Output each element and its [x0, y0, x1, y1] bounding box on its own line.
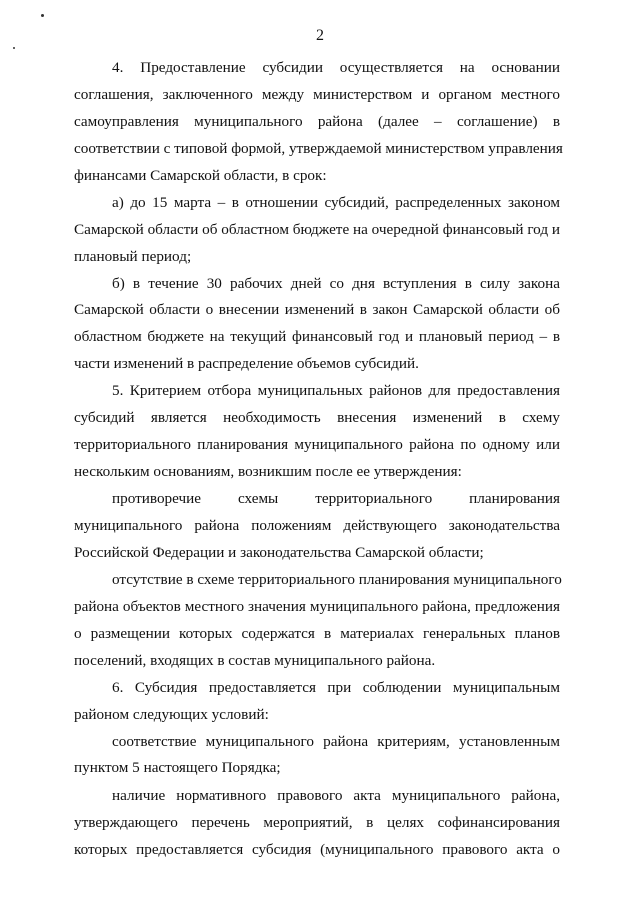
text-line: нескольким основаниям, возникшим после ее утверждения: — [74, 463, 462, 480]
text-line: района объектов местного значения муниципального района, предложения — [74, 598, 560, 615]
page-number: 2 — [316, 27, 324, 44]
text-line: б) в течение 30 рабочих дней со дня вступления в силу закона — [112, 275, 560, 292]
text-line: финансами Самарской области, в срок: — [74, 167, 327, 184]
text-line: а) до 15 марта – в отношении субсидий, распределенных законом — [112, 194, 560, 211]
text-line: самоуправления муниципального района (далее – соглашение) в — [74, 113, 560, 130]
text-line: муниципального района положениям действующего законодательства — [74, 517, 560, 534]
text-line: части изменений в распределение объемов субсидий. — [74, 355, 419, 372]
text-line: субсидий является необходимость внесения изменений в схему — [74, 409, 560, 426]
scan-speck — [41, 14, 44, 17]
text-line: районом следующих условий: — [74, 706, 269, 723]
text-line: о размещении которых содержатся в материалах генеральных планов — [74, 625, 560, 642]
text-line: плановый период; — [74, 248, 192, 265]
text-line: наличие нормативного правового акта муниципального района, — [112, 787, 560, 804]
text-line: 5. Критерием отбора муниципальных районов для предоставления — [112, 382, 560, 399]
text-line: территориального планирования муниципального района по одному или — [74, 436, 560, 453]
text-line: Российской Федерации и законодательства Самарской области; — [74, 544, 484, 561]
text-line: отсутствие в схеме территориального планирования муниципального — [112, 571, 562, 588]
text-line: поселений, входящих в состав муниципального района. — [74, 652, 436, 669]
text-line: Самарской области о внесении изменений в закон Самарской области об — [74, 301, 560, 318]
text-line: Самарской области об областном бюджете на очередной финансовый год и — [74, 221, 560, 238]
text-line: пунктом 5 настоящего Порядка; — [74, 759, 281, 776]
text-line: утверждающего перечень мероприятий, в целях софинансирования — [74, 814, 560, 831]
text-line: 4. Предоставление субсидии осуществляется на основании — [112, 59, 560, 76]
text-line: противоречие схемы территориального планирования — [112, 490, 560, 507]
scan-speck — [13, 47, 15, 49]
text-line: областном бюджете на текущий финансовый год и плановый период – в — [74, 328, 560, 345]
text-line: соответствие муниципального района критериям, установленным — [112, 733, 560, 750]
text-line: 6. Субсидия предоставляется при соблюдении муниципальным — [112, 679, 560, 696]
text-line: соглашения, заключенного между министерством и органом местного — [74, 86, 560, 103]
text-line: соответствии с типовой формой, утверждаемой министерством управления — [74, 140, 563, 157]
text-line: которых предоставляется субсидия (муниципального правового акта о — [74, 841, 560, 858]
